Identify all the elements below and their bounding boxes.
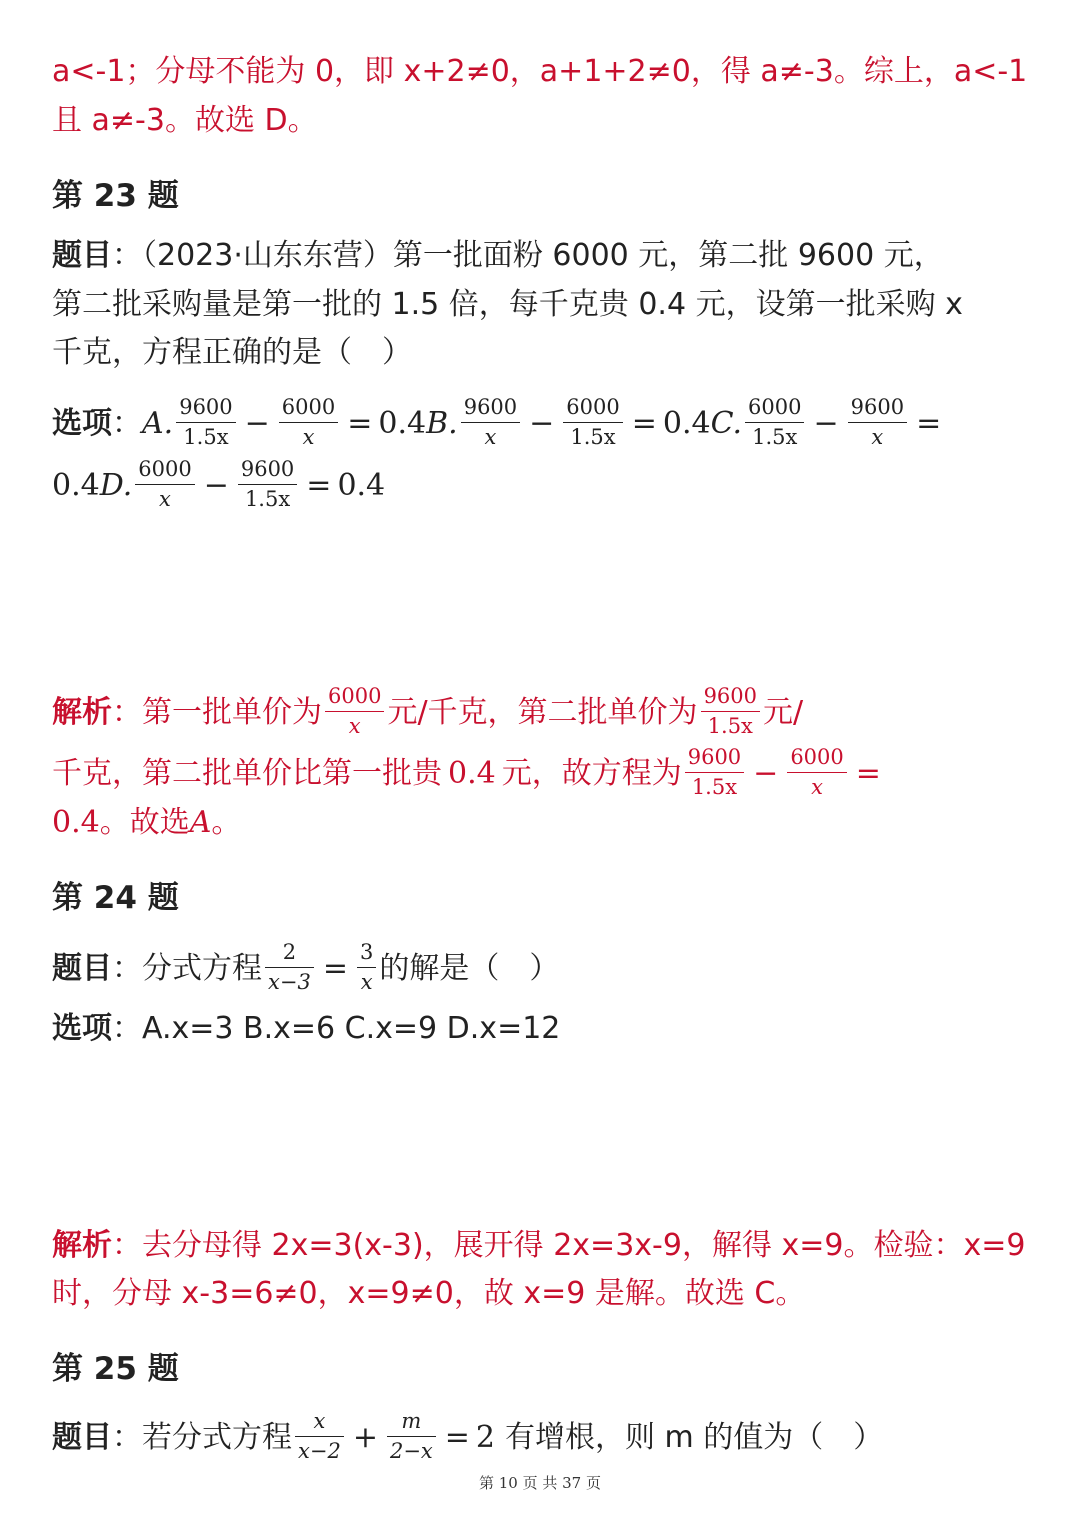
frac-num: 9600 [176, 397, 235, 423]
frac-den: 1.5x [183, 425, 229, 449]
frac-den: 1.5x [752, 425, 798, 449]
prev-analysis-line-2: 且 a≠-3。故选 D。 [52, 103, 318, 138]
q23-option-b-frac1 [461, 397, 520, 448]
q24-frac1 [265, 942, 314, 993]
frac-num: 9600 [238, 459, 297, 485]
frac-num: 3 [357, 942, 376, 968]
frac-num: 2 [265, 942, 314, 968]
q25-question-label: 题目 [52, 1420, 112, 1455]
analysis-frac [787, 747, 846, 798]
frac-num: x [295, 1411, 344, 1437]
question-text: 有增根，则 m 的值为（ ） [505, 1420, 884, 1455]
frac-den: 1.5x [244, 487, 291, 511]
equals-sign: = [631, 406, 657, 441]
q23-question-text-1: （2023·山东东营）第一批面粉 6000 元，第二批 9600 元， [142, 238, 944, 273]
frac-num: 9600 [701, 686, 760, 712]
minus-sign: − [529, 406, 555, 441]
frac-den: 2−x [389, 1439, 433, 1463]
page-footer: 第 10 页 共 37 页 [478, 1474, 601, 1492]
q24-options-text: A.x=3 B.x=6 C.x=9 D.x=12 [142, 1011, 561, 1046]
frac-den: x [159, 487, 171, 511]
analysis-text: 。故选 [99, 805, 190, 840]
q23-option-d-letter: D. [99, 468, 133, 503]
q24-question-line [52, 940, 560, 995]
frac-num: m [387, 1411, 436, 1437]
colon: ： [112, 1228, 142, 1263]
analysis-frac [685, 747, 744, 798]
question-text: 分式方程 [142, 951, 262, 986]
minus-sign: − [244, 406, 270, 441]
analysis-text: 千克，第二批单价比第一批贵 [52, 756, 442, 791]
rhs: 0.4 [662, 406, 711, 441]
question-text: 若分式方程 [142, 1420, 292, 1455]
frac-den: x [484, 425, 497, 449]
rhs: 0.4 [337, 468, 386, 503]
analysis-number: 0.4 [52, 805, 100, 840]
minus-sign: − [753, 756, 779, 791]
q23-option-c-frac1 [745, 397, 804, 448]
q23-analysis-label: 解析 [52, 695, 112, 730]
frac-den: x [348, 714, 361, 738]
q24-analysis-label: 解析 [52, 1228, 112, 1263]
analysis-text: 去分母得 2x=3(x-3)，展开得 2x=3x-9，解得 x=9。检验：x=9 [142, 1228, 1026, 1263]
analysis-text: 第一批单价为 [142, 695, 322, 730]
frac-num: 6000 [279, 397, 338, 423]
q25-question-line [52, 1409, 884, 1464]
frac-num: 6000 [563, 397, 622, 423]
q23-question-line-3: 千克，方程正确的是（ ） [52, 335, 412, 370]
analysis-frac [325, 686, 384, 737]
frac-den: x−3 [268, 970, 311, 994]
rhs: 2 [475, 1420, 495, 1455]
q23-options-label: 选项 [52, 406, 112, 441]
q23-option-a-frac1 [176, 397, 235, 448]
q25-frac2 [387, 1411, 436, 1462]
frac-den: x [360, 970, 373, 994]
equals-sign: = [855, 756, 881, 791]
q23-options-colon: ： [112, 406, 142, 441]
q23-question-line-2: 第二批采购量是第一批的 1.5 倍，每千克贵 0.4 元，设第一批采购 x [52, 287, 963, 322]
frac-num: 6000 [325, 686, 384, 712]
frac-num: 9600 [685, 747, 744, 773]
prev-analysis-line-1: a<-1；分母不能为 0，即 x+2≠0，a+1+2≠0，得 a≠-3。综上，a<-1 [52, 54, 1028, 89]
q23-options-line-2 [52, 457, 386, 512]
q24-heading: 第 24 题 [52, 880, 179, 916]
frac-den: 1.5x [570, 425, 616, 449]
frac-den: 1.5x [707, 714, 753, 738]
frac-num: 6000 [135, 459, 194, 485]
frac-den: x [871, 425, 884, 449]
equals-sign: = [916, 406, 942, 441]
frac-num: 9600 [461, 397, 520, 423]
q23-question-line-1 [52, 234, 944, 278]
analysis-number: 0.4 [448, 756, 496, 791]
q23-option-c-letter: C. [710, 406, 743, 441]
frac-den: 1.5x [691, 775, 738, 799]
analysis-answer: A [189, 805, 212, 840]
q23-option-d-frac1 [135, 459, 194, 510]
analysis-text: 。 [211, 805, 242, 840]
frac-den: x−2 [298, 1439, 341, 1463]
q23-question-label: 题目 [52, 238, 112, 273]
minus-sign: − [203, 468, 229, 503]
colon: ： [112, 695, 142, 730]
q24-analysis-line-2: 时，分母 x-3=6≠0，x=9≠0，故 x=9 是解。故选 C。 [52, 1276, 806, 1311]
frac-num: 6000 [745, 397, 804, 423]
q23-options-line-1 [52, 395, 947, 450]
analysis-text: 元，故方程为 [501, 756, 682, 791]
analysis-text: 元/千克，第二批单价为 [387, 695, 698, 730]
frac-den: x [811, 775, 823, 799]
analysis-text: 元/ [763, 695, 804, 730]
colon: ： [112, 1011, 142, 1046]
frac-num: 6000 [787, 747, 846, 773]
equals-sign: = [347, 406, 373, 441]
q23-colon: ： [112, 238, 142, 273]
colon: ： [112, 951, 142, 986]
colon: ： [112, 1420, 142, 1455]
q23-analysis-line-1 [52, 684, 804, 739]
q23-option-a-letter: A. [142, 406, 174, 441]
q25-heading: 第 25 题 [52, 1351, 179, 1387]
q23-option-b-frac2 [563, 397, 622, 448]
rhs: 0.4 [52, 468, 100, 503]
plus-sign: + [352, 1420, 378, 1455]
q24-frac2 [357, 942, 376, 993]
minus-sign: − [813, 406, 839, 441]
rhs: 0.4 [378, 406, 427, 441]
q23-analysis-line-2 [52, 745, 887, 800]
q24-question-label: 题目 [52, 951, 112, 986]
analysis-frac [701, 686, 760, 737]
q24-analysis-line-1 [52, 1224, 1025, 1268]
frac-den: x [302, 425, 315, 449]
q23-option-d-frac2 [238, 459, 297, 510]
q24-options-line [52, 1007, 560, 1051]
q23-analysis-line-3 [52, 801, 241, 845]
q23-option-c-frac2 [848, 397, 907, 448]
frac-num: 9600 [848, 397, 907, 423]
equals-sign: = [444, 1420, 470, 1455]
q23-heading: 第 23 题 [52, 178, 179, 214]
q23-option-b-letter: B. [426, 406, 458, 441]
q25-frac1 [295, 1411, 344, 1462]
equals-sign: = [322, 951, 348, 986]
q24-options-label: 选项 [52, 1011, 112, 1046]
question-text: 的解是（ ） [379, 951, 560, 986]
q23-option-a-frac2 [279, 397, 338, 448]
equals-sign: = [306, 468, 332, 503]
